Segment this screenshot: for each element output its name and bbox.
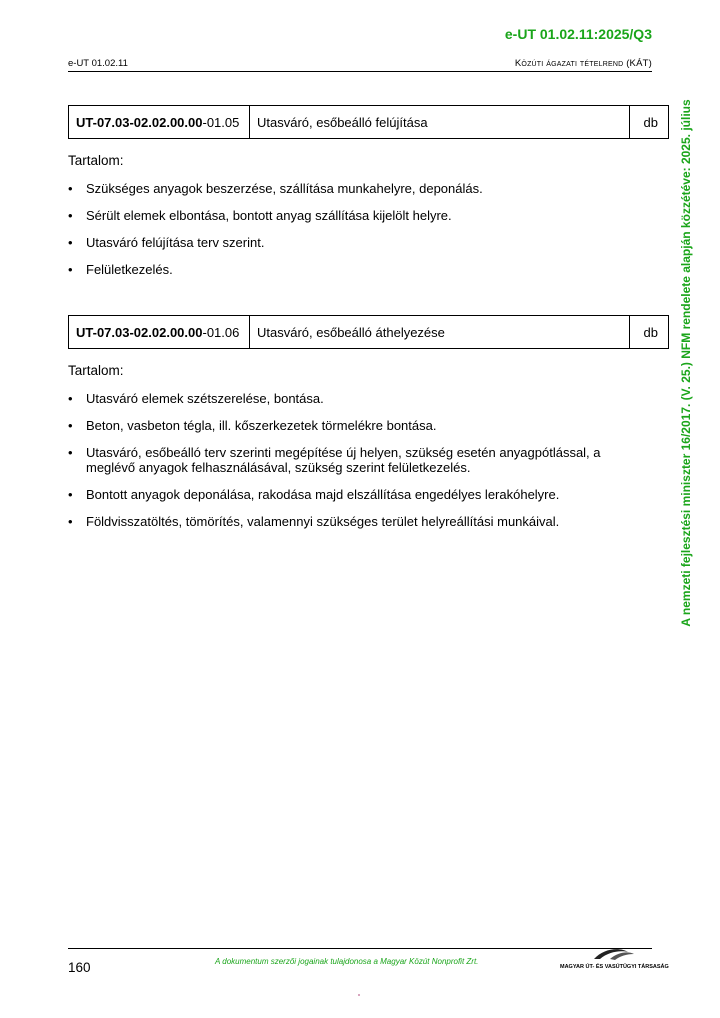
content-label: Tartalom:: [68, 363, 124, 378]
list-item: • Felületkezelés.: [68, 262, 628, 277]
item-name: Utasváró, esőbeálló felújítása: [250, 106, 630, 138]
list-item: • Szükséges anyagok beszerzése, szállítása munkahelyre, deponálás.: [68, 181, 628, 196]
list-item: • Bontott anyagok deponálása, rakodása majd elszállítása engedélyes lerakóhelyre.: [68, 487, 628, 502]
header-left: e-UT 01.02.11: [68, 58, 128, 69]
list-item: • Utasváró felújítása terv szerint.: [68, 235, 628, 250]
item-header-table: [68, 315, 669, 349]
list-item: • Utasváró, esőbeálló terv szerinti megépítése új helyen, szükség esetén anyagpótlással, a meglévő anyagok felhasználásával, szükség szerint felületkezelés.: [68, 445, 628, 475]
list-item: • Utasváró elemek szétszerelése, bontása.: [68, 391, 628, 406]
item-code-suffix: -01.06: [202, 324, 240, 340]
item-unit: db: [643, 114, 658, 130]
logo-text: MAGYAR ÚT- ÉS VASÚTÜGYI TÁRSASÁG: [560, 964, 669, 970]
content-label: Tartalom:: [68, 153, 124, 168]
header-right: Közúti ágazati tételrend (KÁT): [514, 58, 652, 69]
item-code: [69, 106, 250, 138]
copyright-notice: A dokumentum szerzői jogainak tulajdonosa a Magyar Közút Nonprofit Zrt.: [215, 957, 479, 966]
scan-dot: [358, 994, 360, 996]
item-code-main: UT-07.03-02.02.00.00: [76, 324, 203, 340]
content-list: [68, 391, 628, 529]
item-code: [69, 316, 250, 348]
list-item: • Földvisszatöltés, tömörítés, valamennyi szükséges terület helyreállítási munkáival.: [68, 514, 628, 529]
item-unit: db: [643, 324, 658, 340]
logo-swoosh-icon: [560, 946, 656, 962]
item-code-main: UT-07.03-02.02.00.00: [76, 114, 203, 130]
document-code: e-UT 01.02.11:2025/Q3: [504, 26, 652, 42]
item-name: Utasváró, esőbeálló áthelyezése: [250, 316, 630, 348]
side-note-text: A nemzeti fejlesztési miniszter 16/2017. (V. 25.) NFM rendelete alapján közzétéve: 2025. július: [679, 99, 693, 627]
running-header: [68, 58, 652, 72]
item-code-suffix: -01.05: [202, 114, 240, 130]
company-logo: [560, 946, 669, 970]
page-number: 160: [68, 960, 91, 975]
side-note: [677, 96, 695, 630]
list-item: • Sérült elemek elbontása, bontott anyag szállítása kijelölt helyre.: [68, 208, 628, 223]
item-header-table: [68, 105, 669, 139]
content-list: [68, 181, 628, 277]
list-item: • Beton, vasbeton tégla, ill. kőszerkezetek törmelékre bontása.: [68, 418, 628, 433]
